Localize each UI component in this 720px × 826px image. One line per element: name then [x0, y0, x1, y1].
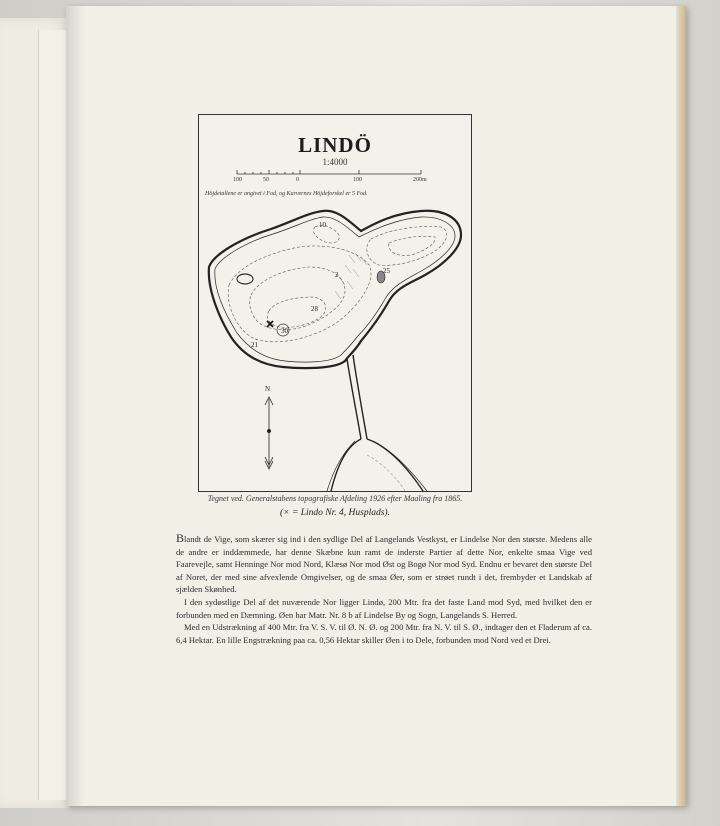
island-map: [199, 115, 471, 491]
slope-hatching: [335, 253, 367, 299]
scale-label: 100: [233, 177, 242, 183]
map-figure: [198, 114, 472, 492]
map-credit: Tegnet ved. Generalstabens topografiske Afdeling 1926 efter Maaling fra 1865.: [207, 494, 463, 503]
dropcap: B: [176, 531, 185, 545]
spot-height: 30: [281, 327, 288, 335]
spot-height: 21: [251, 341, 258, 349]
paragraph: I den sydøstlige Del af det nuværende Nor ligger Lindø, 200 Mtr. fra det faste Land mod Syd, med hvilket den er forbunden med en Dæmning. Øen har Matr. Nr. 8 b af Lindelse By og Sogn, Langelands S. Herred.: [176, 596, 592, 620]
north-label: N: [265, 385, 271, 393]
paragraph: Med en Udstrækning af 400 Mtr. fra V. S. V. til Ø. N. Ø. og 200 Mtr. fra N. V. til S. Ø., indtager den et Fladerum af ca. 6,4 Hektar. En lille Engstrækning paa ca. 0,56 Hektar skiller Øen i to Dele, forbunden mod Nord ved et Drei.: [176, 622, 592, 645]
map-scale: 1:4000: [322, 157, 348, 167]
spot-height: 25: [383, 267, 390, 275]
body-text: [176, 532, 592, 646]
contour-lines: [228, 225, 446, 341]
map-legend: (× = Lindo Nr. 4, Husplads).: [280, 508, 390, 518]
spot-height: 28: [311, 305, 318, 313]
north-arrow: [265, 397, 273, 469]
scale-label: 50: [263, 177, 269, 183]
page-gutter: [66, 6, 84, 806]
scale-bar: [237, 170, 421, 174]
causeway: [327, 355, 427, 491]
marsh-area: [237, 274, 253, 284]
map-title: LINDÖ: [298, 133, 372, 157]
scale-label: 0: [296, 177, 299, 183]
page-edge: [676, 6, 686, 806]
book-page: [66, 6, 686, 806]
scale-label: 200m: [413, 177, 427, 183]
map-note: Höjdetallene er angivet i Fod, og Kurvernes Höjdeforskel er 5 Fod.: [205, 191, 368, 197]
spot-height: 10: [319, 221, 326, 229]
island-coastline: [209, 211, 461, 368]
paragraph: Blandt de Vige, som skærer sig ind i den sydlige Del af Langelands Vestkyst, er Lindelse Nor den største. Medens alle de andre er inddæmmede, har denne Skæbne kun ramt de inderste Partier af dette Nor, enkelte smaa Vige ved Faarevejle, samt Henninge Nor mod Nord, Klæsø Nor mod Øst og Bogø Nor mod Syd. Endnu er bevaret den største Del af Noret, der med sine afvexlende Omgivelser, og de smaa Øer, som er strøet rundt i det, frembyder et Landskab af sjælden Skønhed.: [176, 531, 592, 595]
spot-height: 2: [335, 271, 339, 279]
scale-label: 100: [353, 177, 362, 183]
